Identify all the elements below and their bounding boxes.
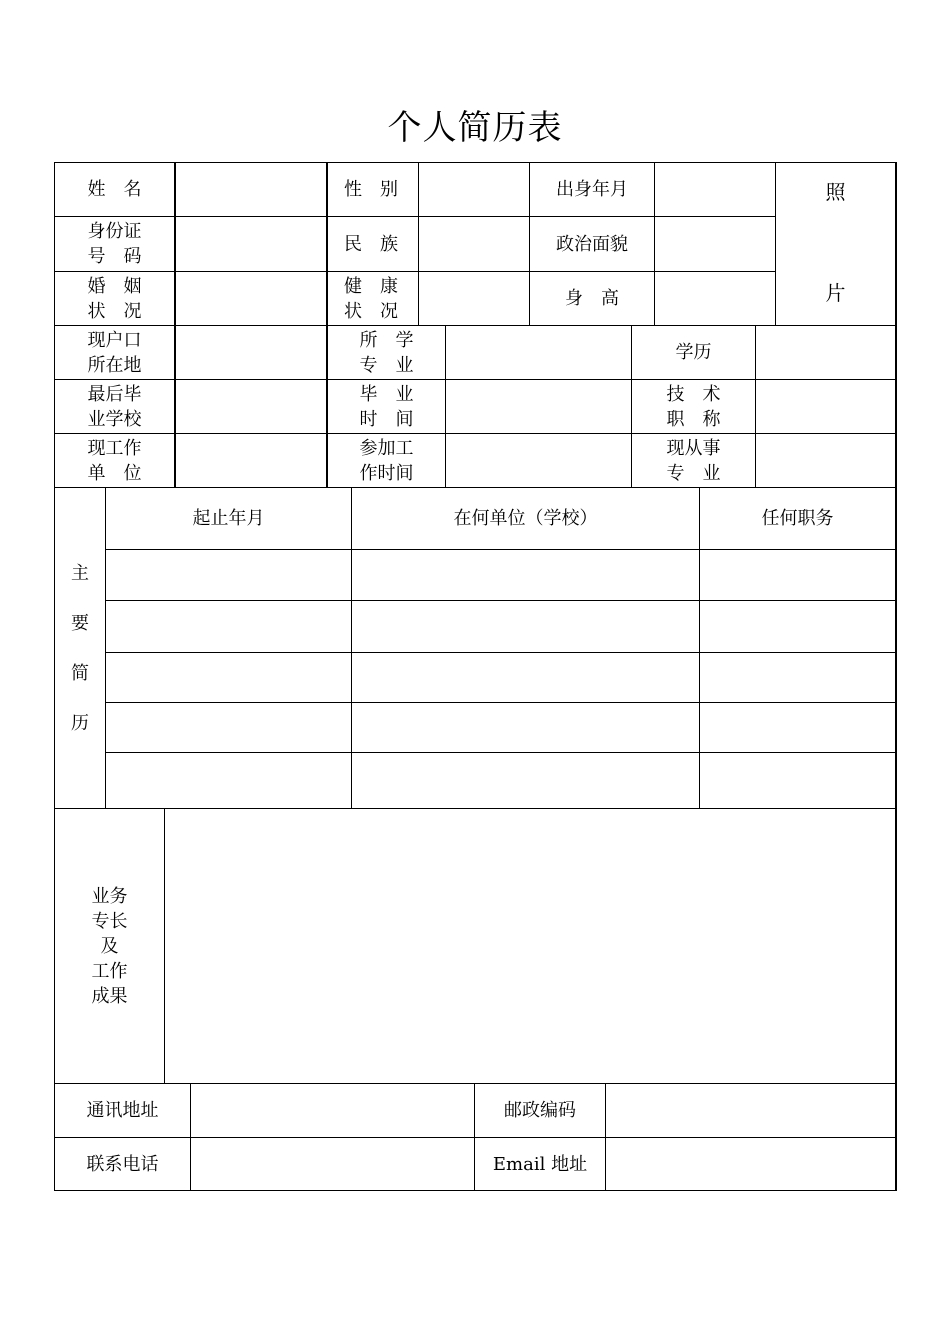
major-field[interactable] — [446, 326, 631, 379]
height-field[interactable] — [655, 272, 775, 325]
email-field[interactable] — [606, 1138, 895, 1190]
table-row[interactable] — [106, 753, 895, 808]
current-field-field[interactable] — [756, 434, 895, 487]
resume-header-organization: 在何单位（学校） — [453, 508, 598, 529]
marital-status-field[interactable] — [176, 272, 326, 325]
graduation-time-field[interactable] — [446, 380, 631, 433]
resume-header-period: 起止年月 — [192, 508, 265, 529]
address-field[interactable] — [191, 1084, 474, 1137]
email-label: Email 地址 — [492, 1153, 588, 1175]
postcode-field[interactable] — [606, 1084, 895, 1137]
political-status-field[interactable] — [655, 217, 775, 271]
postcode-label: 邮政编码 — [504, 1100, 576, 1121]
education-field[interactable] — [756, 326, 895, 379]
health-label: 健 康 状 况 — [344, 275, 398, 322]
marital-status-label: 婚 姻 状 况 — [87, 275, 142, 322]
school-field[interactable] — [176, 380, 326, 433]
phone-field[interactable] — [191, 1138, 474, 1190]
technical-title-field[interactable] — [756, 380, 895, 433]
name-field[interactable] — [176, 163, 326, 216]
achievements-field[interactable] — [165, 809, 895, 1083]
gender-label: 性 别 — [344, 179, 398, 200]
photo-label-top: 照 — [825, 180, 846, 204]
gender-field[interactable] — [419, 163, 529, 216]
table-row[interactable] — [106, 653, 895, 702]
graduation-time-label: 毕 业 时 间 — [359, 383, 414, 430]
work-start-field[interactable] — [446, 434, 631, 487]
phone-label: 联系电话 — [86, 1153, 159, 1175]
height-label: 身 高 — [565, 288, 619, 309]
school-label: 最后毕 业学校 — [87, 383, 142, 430]
birth-date-label: 出身年月 — [556, 179, 628, 200]
major-label: 所 学 专 业 — [359, 329, 414, 376]
ethnicity-field[interactable] — [419, 217, 529, 271]
id-number-label: 身份证 号 码 — [87, 221, 142, 267]
achievements-label: 业务 专长 及 工作 成果 — [91, 885, 128, 1007]
hukou-label: 现户口 所在地 — [87, 329, 142, 376]
name-label: 姓 名 — [87, 179, 142, 200]
page-title: 个人简历表 — [387, 108, 563, 148]
education-label: 学历 — [675, 342, 712, 363]
table-row[interactable] — [106, 703, 895, 752]
current-field-label: 现从事 专 业 — [666, 437, 721, 484]
photo-label-bottom: 片 — [825, 281, 846, 305]
resume-header-position: 任何职务 — [761, 508, 834, 529]
employer-field[interactable] — [176, 434, 326, 487]
address-label: 通讯地址 — [86, 1100, 159, 1121]
work-start-label: 参加工 作时间 — [359, 437, 414, 484]
table-row[interactable] — [106, 601, 895, 652]
hukou-field[interactable] — [176, 326, 326, 379]
birth-date-field[interactable] — [655, 163, 775, 216]
id-number-field[interactable] — [176, 217, 326, 271]
table-row[interactable] — [106, 550, 895, 600]
ethnicity-label: 民 族 — [344, 233, 398, 255]
technical-title-label: 技 术 职 称 — [666, 383, 721, 430]
political-status-label: 政治面貌 — [556, 233, 628, 255]
resume-section-label: 主 要 简 历 — [71, 562, 89, 734]
employer-label: 现工作 单 位 — [87, 437, 142, 484]
health-field[interactable] — [419, 272, 529, 325]
